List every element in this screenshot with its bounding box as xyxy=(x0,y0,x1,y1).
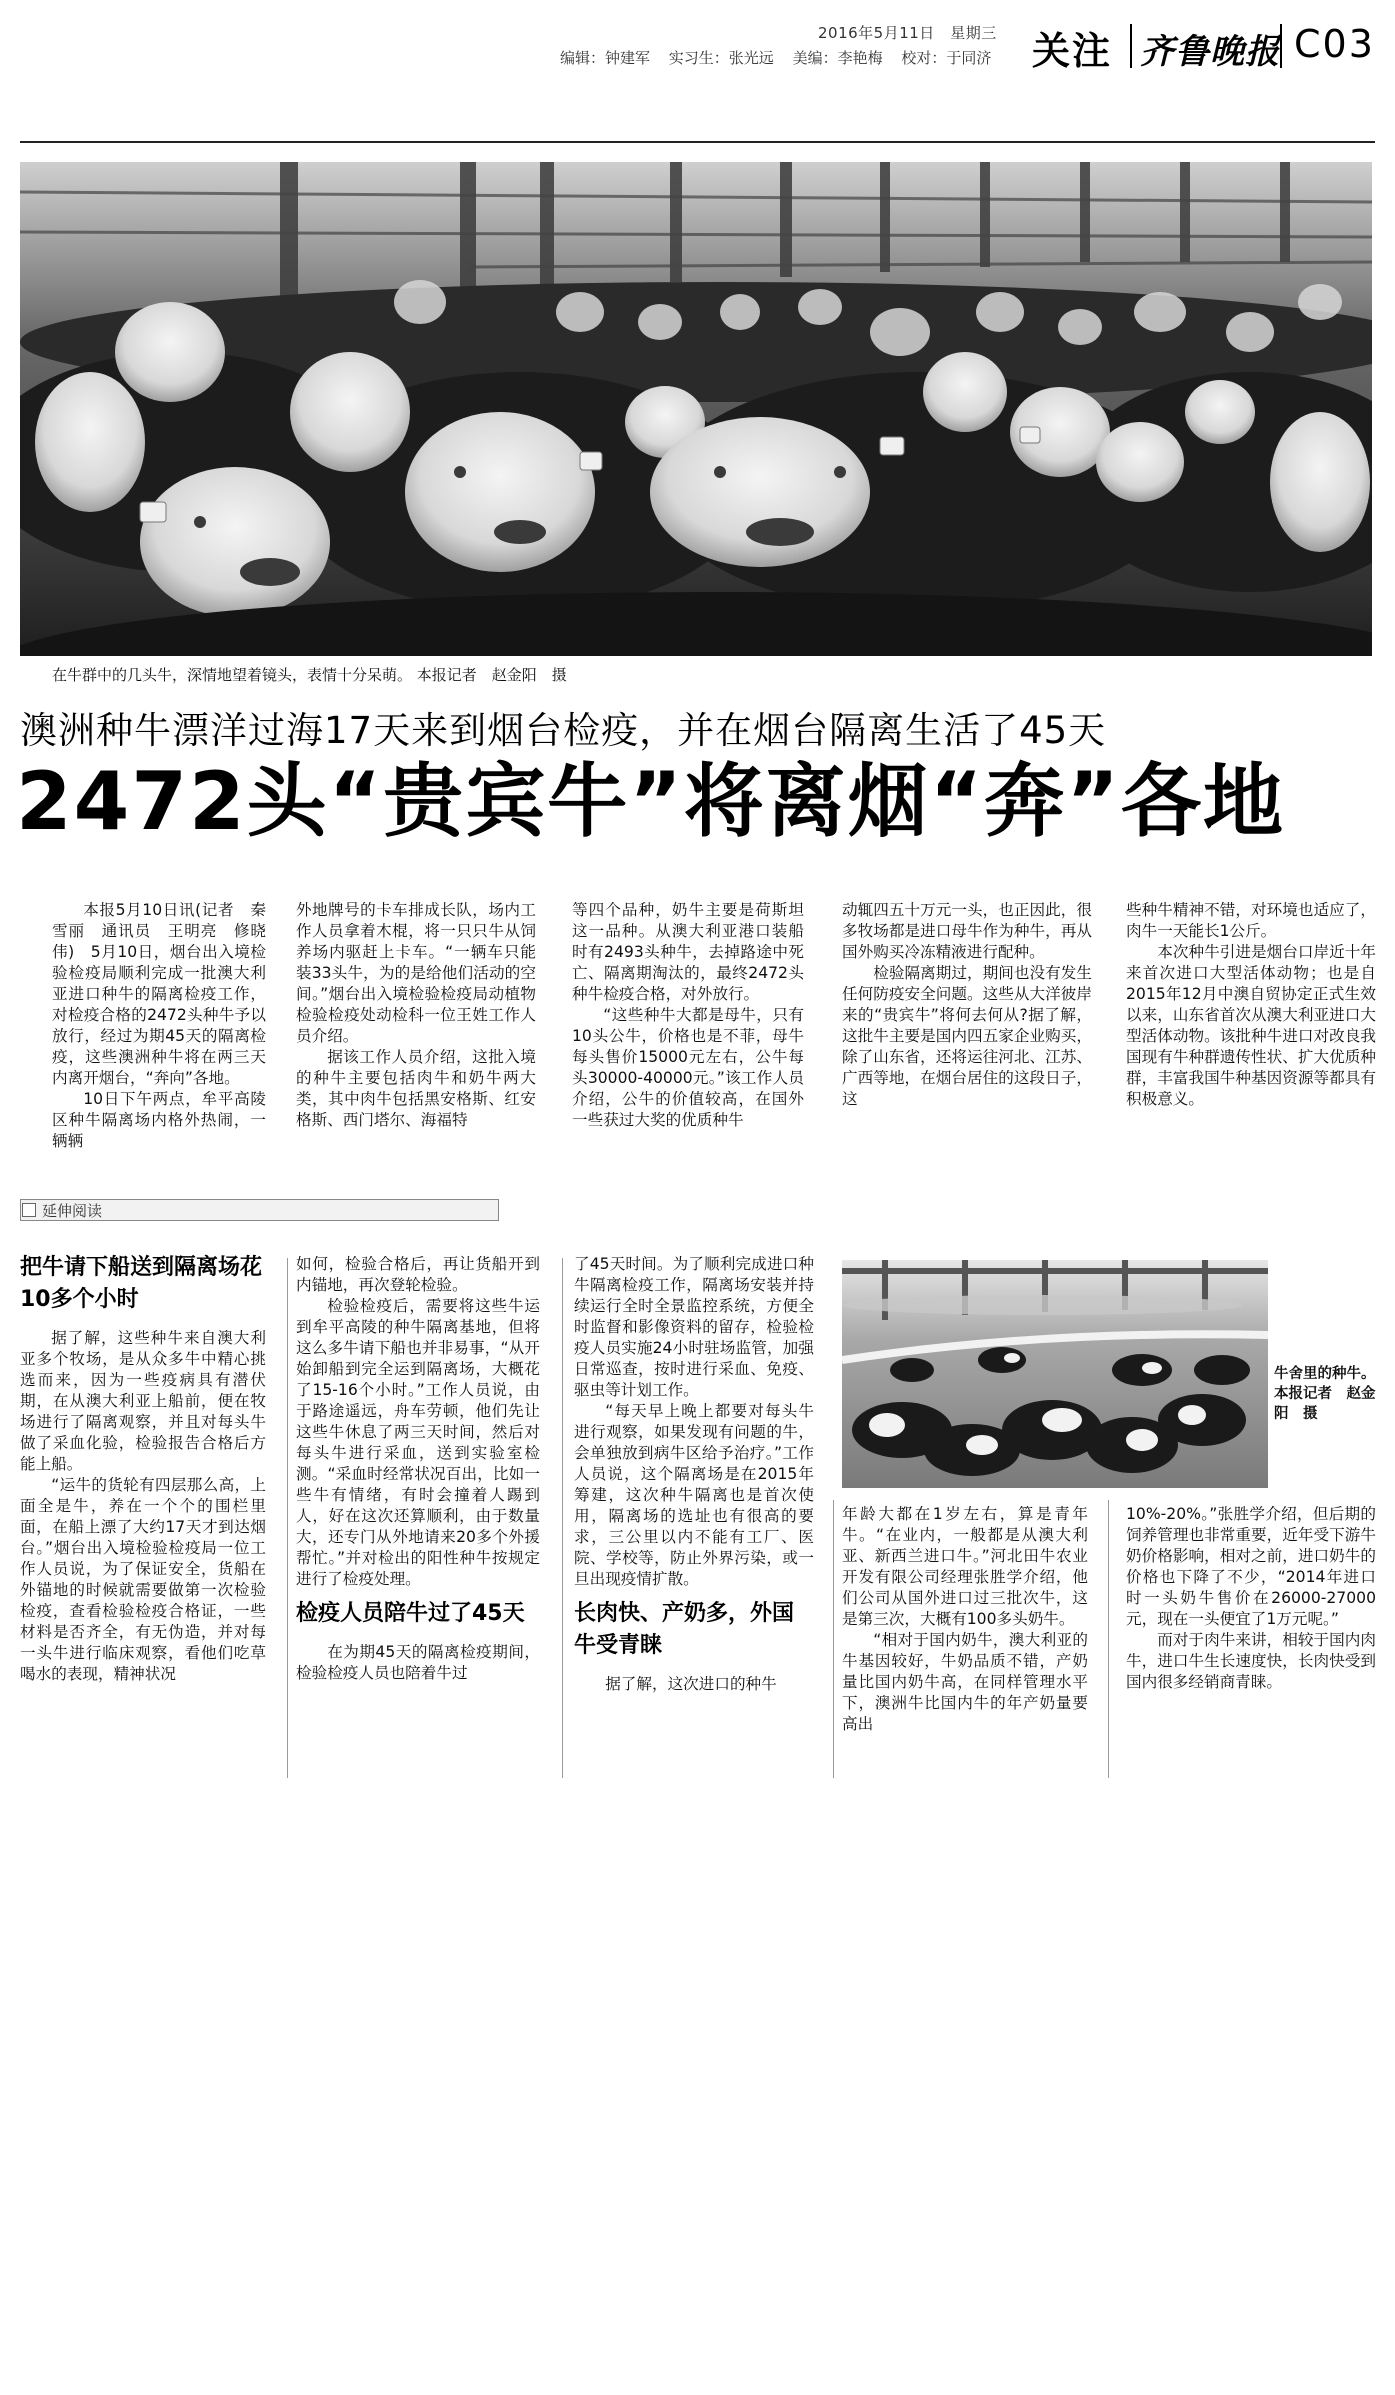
header-rule xyxy=(20,141,1375,143)
header-separator xyxy=(1130,24,1132,68)
article-kicker: 澳洲种牛漂洋过海17天来到烟台检疫，并在烟台隔离生活了45天 xyxy=(20,709,1107,752)
article-paragraph: 等四个品种，奶牛主要是荷斯坦这一品种。从澳大利亚港口装船时有2493头种牛，去掉路途中死亡、隔离期淘汰的，最终2472头种牛检疫合格，对外放行。 xyxy=(572,901,804,1003)
credit-designer: 美编：李艳梅 xyxy=(792,49,883,67)
extended-paragraph: “相对于国内奶牛，澳大利亚的牛基因较好，牛奶品质不错，产奶量比国内奶牛高，在同样管理水平下，澳洲牛比国内牛的年产奶量要高出 xyxy=(842,1631,1088,1733)
article-column-2 xyxy=(296,900,536,1131)
editor-credits xyxy=(560,47,1005,68)
extended-paragraph: 据了解，这些种牛来自澳大利亚多个牧场，是从众多牛中精心挑选而来，因为一些疫病具有潜伏期，在从澳大利亚上船前，便在牧场进行了隔离观察，并且对每头牛做了采血化验，检验报告合格后方能上船。 xyxy=(20,1329,266,1473)
article-column-1 xyxy=(52,900,266,1152)
credit-editor: 编辑：钟建军 xyxy=(560,49,651,67)
credit-intern: 实习生：张光远 xyxy=(668,49,774,67)
extended-subhead-3: 长肉快、产奶多，外国牛受青睐 xyxy=(574,1601,795,1658)
article-paragraph: 10日下午两点，牟平高陵区种牛隔离场内格外热闹，一辆辆 xyxy=(52,1090,266,1150)
article-paragraph: 本报5月10日讯(记者 秦雪丽 通讯员 王明亮 修晓伟) 5月10日，烟台出入境检验检疫局顺利完成一批澳大利亚进口种牛的隔离检疫工作，对检疫合格的2472头种牛予以放行，经过为期45天的隔离检疫，这些澳洲种牛将在两三天内离开烟台，“奔向”各地。 xyxy=(52,901,266,1087)
extended-paragraph: 了45天时间。为了顺利完成进口种牛隔离检疫工作，隔离场安装并持续运行全时全景监控系统，方便全时监督和影像资料的留存，检验检疫人员实施24小时驻场监管，加强日常巡查，按时进行采血、免疫、驱虫等计划工作。 xyxy=(574,1255,814,1399)
section-title: 关注 xyxy=(1032,29,1113,73)
extended-paragraph: 年龄大都在1岁左右，算是青年牛。“在业内，一般都是从澳大利亚、新西兰进口牛。”河北田牛农业开发有限公司经理张胜学介绍，他们公司从国外进口过三批次牛，这是第三次，大概有100多头奶牛。 xyxy=(842,1505,1088,1628)
extended-column-b xyxy=(296,1254,540,1684)
column-rule xyxy=(562,1258,563,1778)
newspaper-logo: 齐鲁晚报 xyxy=(1140,32,1280,72)
dairy-cows-photo xyxy=(842,1260,1268,1488)
header-separator xyxy=(1280,24,1282,68)
extended-column-d xyxy=(842,1504,1088,1735)
extended-column-e xyxy=(1126,1504,1376,1693)
article-paragraph: 本次种牛引进是烟台口岸近十年来首次进口大型活体动物；也是自2015年12月中澳自贸协定正式生效以来，山东省首次从澳大利亚进口大型活体动物。该批种牛进口对改良我国现有牛种群遗传性状、扩大优质种群，丰富我国牛种基因资源等都具有积极意义。 xyxy=(1126,943,1376,1108)
article-paragraph: 动辄四五十万元一头，也正因此，很多牧场都是进口母牛作为种牛，再从国外购买冷冻精液进行配种。 xyxy=(842,901,1092,961)
article-column-3 xyxy=(572,900,804,1131)
extended-column-a xyxy=(20,1252,266,1685)
column-rule xyxy=(1108,1500,1109,1778)
extended-paragraph: 如何，检验合格后，再让货船开到内锚地，再次登轮检验。 xyxy=(296,1255,540,1294)
cattle-herd-photo xyxy=(20,162,1372,656)
column-rule xyxy=(287,1258,288,1778)
extended-paragraph: 在为期45天的隔离检疫期间，检验检疫人员也陪着牛过 xyxy=(296,1643,540,1682)
extended-paragraph: 据了解，这次进口的种牛 xyxy=(605,1675,777,1693)
extended-paragraph: 10%-20%。”张胜学介绍，但后期的饲养管理也非常重要，近年受下游牛奶价格影响，相对之前，进口奶牛的价格也下降了不少，“2014年进口时一头奶牛售价在26000-27000元，现在一头便宜了1万元呢。” xyxy=(1126,1505,1376,1628)
extended-paragraph: 检验检疫后，需要将这些牛运到牟平高陵的种牛隔离基地，但将这么多牛请下船也并非易事，“从开始卸船到完全运到隔离场，大概花了15-16个小时。”工作人员说，由于路途遥远，舟车劳顿，他们先让这些牛休息了两三天时间，然后对每头牛进行采血，送到实验室检测。“采血时经常状况百出，比如一些牛有情绪，有时会撞着人踢到人，好在这次还算顺利，由于数量大，还专门从外地请来20多个外援帮忙。”并对检出的阳性种牛按规定进行了检疫处理。 xyxy=(296,1297,540,1588)
photo2-caption: 牛舍里的种牛。 本报记者 赵金阳 摄 xyxy=(1274,1366,1376,1422)
extended-paragraph: “每天早上晚上都要对每头牛进行观察，如果发现有问题的牛，会单独放到病牛区给予治疗。”工作人员说，这个隔离场是在2015年筹建，这次种牛隔离也是首次使用，隔离场的选址也有很高的要求，三公里以内不能有工厂、医院、学校等，防止外界污染，或一旦出现疫情扩散。 xyxy=(574,1402,814,1588)
extended-reading-label: 延伸阅读 xyxy=(42,1202,103,1220)
extended-subhead-1: 把牛请下船送到隔离场花10多个小时 xyxy=(20,1255,263,1312)
photo-caption: 在牛群中的几头牛，深情地望着镜头，表情十分呆萌。 本报记者 赵金阳 摄 xyxy=(52,666,567,684)
article-column-5 xyxy=(1126,900,1376,1110)
article-paragraph: 些种牛精神不错，对环境也适应了，肉牛一天能长1公斤。 xyxy=(1126,901,1376,940)
article-paragraph: 外地牌号的卡车排成长队，场内工作人员拿着木棍，将一只只牛从饲养场内驱赶上卡车。“一辆车只能装33头牛，为的是给他们活动的空间。”烟台出入境检验检疫局动植物检验检疫处动检科一位王姓工作人员介绍。 xyxy=(296,901,536,1045)
page-number: C03 xyxy=(1294,22,1375,66)
article-paragraph: 检验隔离期过，期间也没有发生任何防疫安全问题。这些从大洋彼岸来的“贵宾牛”将何去何从?据了解，这批牛主要是国内四五家企业购买，除了山东省，还将运往河北、江苏、广西等地，在烟台居住的这段日子，这 xyxy=(842,964,1092,1108)
issue-date: 2016年5月11日 星期三 xyxy=(818,24,997,42)
article-paragraph: “这些种牛大都是母牛，只有10头公牛，价格也是不菲，母牛每头售价15000元左右，公牛每头30000-40000元。”该工作人员介绍，公牛的价值较高，在国外一些获过大奖的优质种牛 xyxy=(572,1006,804,1129)
credit-proofreader: 校对：于同济 xyxy=(901,49,992,67)
article-paragraph: 据该工作人员介绍，这批入境的种牛主要包括肉牛和奶牛两大类，其中肉牛包括黑安格斯、红安格斯、西门塔尔、海福特 xyxy=(296,1048,536,1129)
extended-column-c xyxy=(574,1254,814,1695)
extended-subhead-2: 检疫人员陪牛过了45天 xyxy=(296,1601,525,1626)
article-column-4 xyxy=(842,900,1092,1110)
article-headline: 2472头“贵宾牛”将离烟“奔”各地 xyxy=(16,755,1285,848)
bar-marker xyxy=(22,1203,36,1217)
extended-paragraph: 而对于肉牛来讲，相较于国内肉牛，进口牛生长速度快，长肉快受到国内很多经销商青睐。 xyxy=(1126,1631,1376,1691)
extended-paragraph: “运牛的货轮有四层那么高，上面全是牛，养在一个个的围栏里面，在船上漂了大约17天才到达烟台。”烟台出入境检验检疫局一位工作人员说，为了保证安全，货船在外锚地的时候就需要做第一次检验检疫，查看检验检疫合格证，一些材料是否齐全，有无伪造，并对每一头牛进行临床观察，看他们吃草喝水的表现，精神状况 xyxy=(20,1476,266,1683)
column-rule xyxy=(833,1500,834,1778)
